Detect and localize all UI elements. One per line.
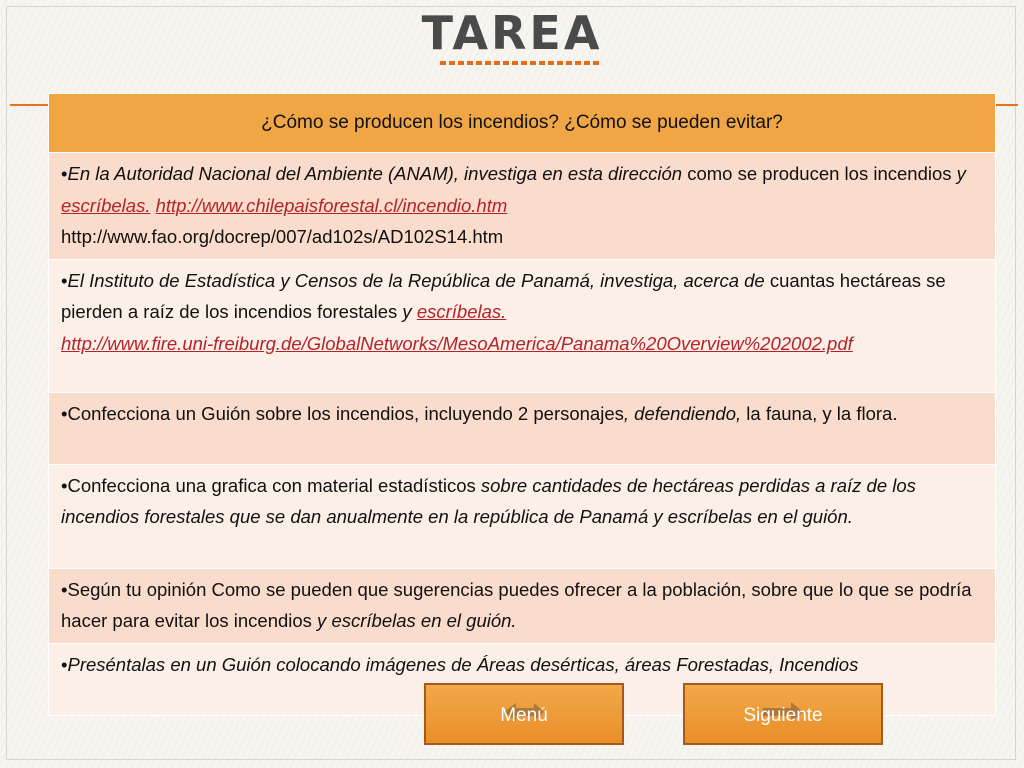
fao-url-text: http://www.fao.org/docrep/007/ad102s/AD102S14.htm <box>61 226 504 247</box>
escribelas-link-2[interactable]: escríbelas. <box>416 301 507 322</box>
row4-text-a: Confecciona una grafica con material estadísticos <box>67 474 476 496</box>
row3-text-c: la fauna, y la flora. <box>746 402 898 424</box>
row2-text-a: El Instituto de Estadística y Censos de la República de Panamá, investiga, acerca de <box>67 269 770 291</box>
table-header: ¿Cómo se producen los incendios? ¿Cómo se pueden evitar? <box>49 94 996 153</box>
bullet: • <box>61 474 68 496</box>
next-button-label: Siguiente <box>743 705 823 726</box>
row3-text-b: , defendiendo, <box>623 402 747 424</box>
bullet: • <box>61 653 68 675</box>
row4-text-b: sobre cantidades de hectáreas perdidas a raíz de los incendios forestales que se dan anualmente en la república de Panamá y escríbelas en el guión. <box>61 474 916 527</box>
table-row <box>49 464 996 568</box>
table-row <box>49 259 996 392</box>
row2-text-b: cuantas hectáreas se pierden a raíz de los incendios forestales <box>61 269 946 322</box>
bullet: • <box>61 163 68 184</box>
row3-text-a: Confecciona un Guión sobre los incendios, incluyendo 2 personajes <box>67 402 624 424</box>
table-row <box>49 153 996 260</box>
table-row <box>49 568 996 643</box>
title-underline <box>440 61 600 65</box>
left-accent-line <box>10 104 48 106</box>
row6-text-a: Preséntalas en un Guión colocando imágenes de Áreas desérticas, áreas Forestadas, Incendios <box>67 653 859 675</box>
task-cell-2 <box>49 259 996 392</box>
menu-button[interactable] <box>424 683 624 745</box>
row2-text-c: y <box>397 301 417 322</box>
escribelas-link-1[interactable]: escríbelas. <box>61 194 151 216</box>
row5-text-a: Según tu opinión Como se pueden que sugerencias puedes ofrecer a la población, sobre que lo que se podría hacer para evitar los incendios <box>61 578 972 631</box>
page-title: TAREA <box>421 6 603 60</box>
row5-text-b: y escríbelas en el guión. <box>311 610 517 631</box>
row1-text-c: y <box>951 163 966 184</box>
task-cell-5 <box>49 568 996 643</box>
menu-button-label: Menú <box>500 705 548 726</box>
task-cell-3 <box>49 392 996 464</box>
row1-text-b: como se producen los incendios <box>687 163 952 184</box>
row1-text-a: En la Autoridad Nacional del Ambiente (ANAM), investiga en esta dirección <box>67 163 688 184</box>
fire-uni-freiburg-link[interactable]: http://www.fire.uni-freiburg.de/GlobalNetworks/MesoAmerica/Panama%20Overview%202002.pdf <box>61 332 853 354</box>
next-button[interactable] <box>683 683 883 745</box>
task-cell-4 <box>49 464 996 568</box>
bullet: • <box>61 269 68 291</box>
task-table <box>48 93 996 716</box>
bullet: • <box>61 578 68 600</box>
right-accent-line <box>996 104 1018 106</box>
table-row <box>49 392 996 464</box>
task-cell-1 <box>49 153 996 260</box>
chilepaisforestal-link[interactable]: http://www.chilepaisforestal.cl/incendio.htm <box>155 194 508 216</box>
bullet: • <box>61 402 68 424</box>
